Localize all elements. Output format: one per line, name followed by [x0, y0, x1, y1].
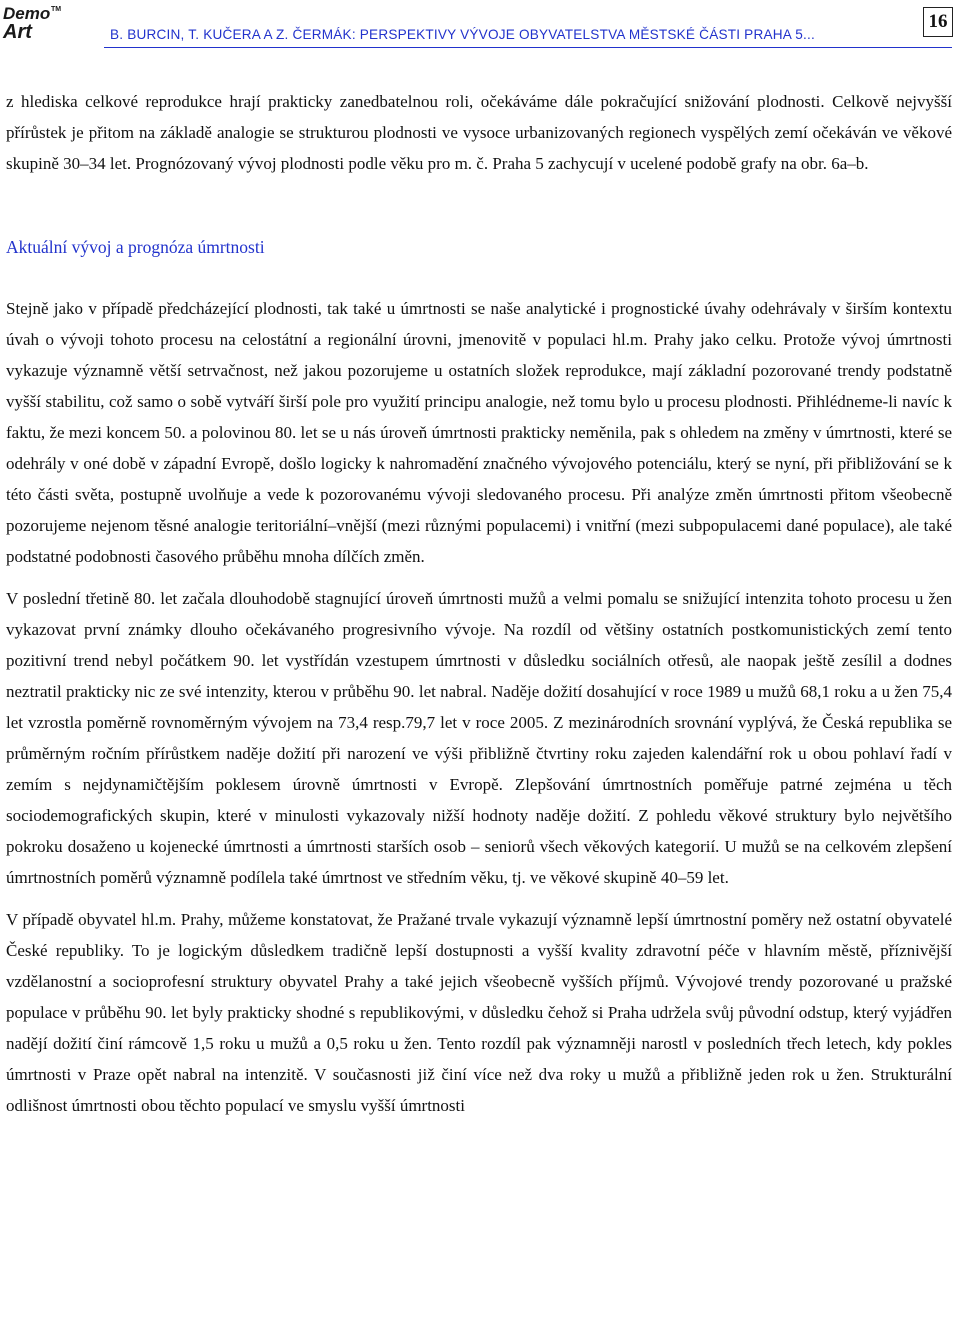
section-heading: Aktuální vývoj a prognóza úmrtnosti: [6, 237, 265, 257]
demoart-logo: [2, 2, 66, 42]
logo-mark: TM: [51, 6, 62, 13]
page-number-box: 16: [923, 7, 953, 37]
body-paragraph-1: Stejně jako v případě předcházející plodnosti, tak také u úmrtnosti se naše analytické i prognostické úvahy odehrávaly v širším kontextu úvah o vývoji tohoto procesu na celostátní a regionální úrovni, jmenovitě v populaci hl.m. Prahy jako celku. Protože vývoj úmrtnosti vykazuje významně větší setrvačnost, než jakou pozorujeme u ostatních složek reprodukce, mají základní pozorované trendy podstatně vyšší stabilitu, což samo o sobě vytváří širší pole pro využití principu analogie, než tomu bylo u procesu plodnosti. Přihlédneme-li navíc k faktu, že mezi koncem 50. a polovinou 80. let se u nás úroveň úmrtnosti prakticky neměnila, pak s ohledem na změny v úmrtnosti, které se odehrály v oné době v západní Evropě, došlo logicky k nahromadění značného vývojového potenciálu, který se nyní, při přibližování se k této části světa, postupně uvolňuje a vede k pozorovanému vývoji sledovaného procesu. Při analýze změn úmrtnosti přitom všeobecně pozorujeme nejenom těsné analogie teritoriální–vnější (mezi různými populacemi) i vnitřní (mezi subpopulacemi dané populace), ale také podstatné podobnosti časového průběhu mnoha dílčích změn.: [6, 299, 952, 566]
page-body: [6, 86, 952, 1132]
logo-line1: Demo: [3, 4, 51, 23]
body-paragraph-2: V poslední třetině 80. let začala dlouhodobě stagnující úroveň úmrtnosti mužů a velmi pomalu se snižující intenzita tohoto procesu u žen vykazovat první známky dlouho očekávaného progresivního vývoje. Na rozdíl od většiny ostatních postkomunistických zemí tento pozitivní trend nebyl počátkem 90. let vystřídán vzestupem úmrtnosti v důsledku sociálních otřesů, ale naopak ještě zesílil a dodnes neztratil prakticky nic ze své intenzity, kterou v průběhu 90. let nabral. Naděje dožití dosahující v roce 1989 u mužů 68,1 roku a u žen 75,4 let vzrostla poměrně rovnoměrným vývojem na 73,4 resp.79,7 let v roce 2005. Z mezinárodních srovnání vyplývá, že Česká republika se průměrným ročním přírůstkem naděje dožití při narození ve výši přibližně čtvrtiny roku zajeden kalendářní rok u obou pohlaví řadí v zemím s nejdynamičtějším poklesem úrovně úmrtnosti v Evropě. Zlepšování úmrtnostních poměřuje patrné zejména u těch sociodemografických skupin, které v minulosti vykazovaly nižší hodnoty naděje dožití. Z pohledu věkové struktury bylo největšího pokroku dosaženo u kojenecké úmrtnosti a úmrtnosti starších osob – seniorů všech věkových kategorií. U mužů se na celkovém zlepšení úmrtnostních poměrů významně podílela také úmrtnost ve středním věku, tj. ve věkové skupině 40–59 let.: [6, 589, 952, 887]
intro-paragraph: z hlediska celkové reprodukce hrají prakticky zanedbatelnou roli, očekáváme dále pokračující snižování plodnosti. Celkově nejvyšší přírůstek je přitom na základě analogie se strukturou plodnosti ve vysoce urbanizovaných regionech vyspělých zemí očekáván ve věkové skupině 30–34 let. Prognózovaný vývoj plodnosti podle věku pro m. č. Praha 5 zachycují v ucelené podobě grafy na obr. 6a–b.: [6, 92, 952, 173]
logo-graphic: [2, 2, 66, 42]
running-header-title: B. BURCIN, T. KUČERA A Z. ČERMÁK: PERSPEKTIVY VÝVOJE OBYVATELSTVA MĚSTSKÉ ČÁSTI PRAHA 5...: [110, 27, 815, 42]
body-paragraph-3: V případě obyvatel hl.m. Prahy, můžeme konstatovat, že Pražané trvale vykazují významně lepší úmrtnostní poměry než ostatní obyvatelé České republiky. To je logickým důsledkem tradičně lepší dostupnosti a vyšší kvality zdravotní péče v hlavním městě, příznivější vzdělanostní a socioprofesní struktury obyvatel Prahy a také jejich všeobecně vyšších příjmů. Vývojové trendy pozorované u pražské populace v průběhu 90. let byly prakticky shodné s republikovými, v důsledku čehož si Praha udržela svůj původní odstup, který vyjádřen nadějí dožití činí rámcově 1,5 roku u mužů a 0,5 roku u žen. Tento rozdíl pak významněji narostl v posledních třech letech, kdy pokles úmrtnosti v Praze opět nabral na intenzitě. V současnosti již činí více než dva roky u mužů a přibližně jeden rok u žen. Strukturální odlišnost úmrtnosti obou těchto populací ve smyslu vyšší úmrtnosti: [6, 910, 952, 1115]
header-rule: [104, 47, 952, 48]
logo-line2: Art: [3, 21, 32, 42]
